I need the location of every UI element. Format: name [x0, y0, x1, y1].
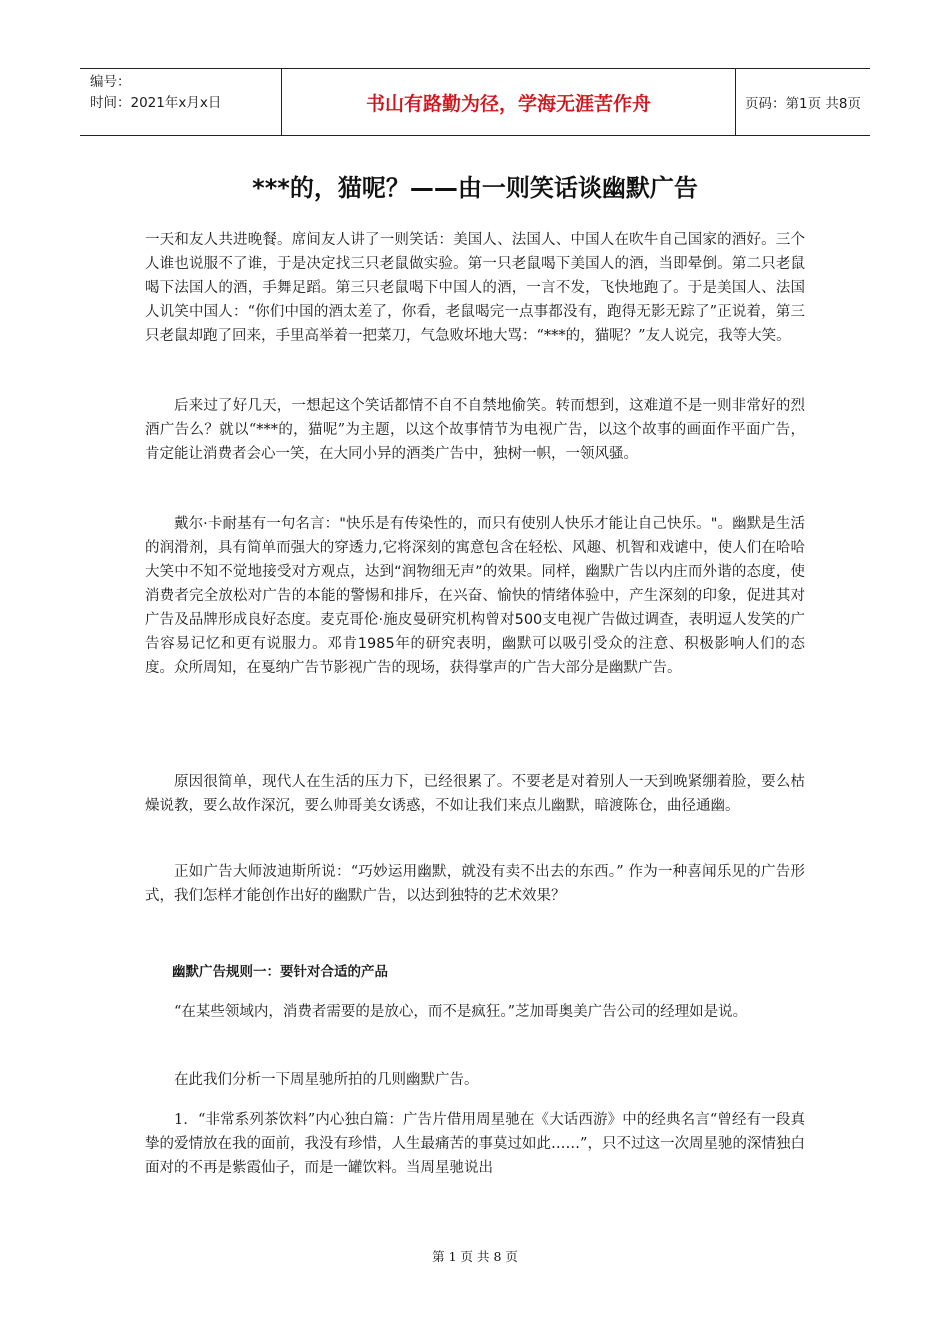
paragraph-humor-theory: 戴尔·卡耐基有一句名言："快乐是有传染性的，而只有使别人快乐才能让自己快乐。"。幽默是生活的润滑剂，具有简单而强大的穿透力,它将深刻的寓意包含在轻松、风趣、机智和戏谑中，使人们在哈哈大笑中不知不觉地接受对方观点，达到“润物细无声”的效果。同样，幽默广告以内庄而外谐的态度，使消费者完全放松对广告的本能的警惕和排斥，在兴奋、愉快的情绪体验中，产生深刻的印象，促进其对广告及品牌形成良好态度。麦克哥伦·施皮曼研究机构曾对500支电视广告做过调查，表明逗人发笑的广告容易记忆和更有说服力。邓肯1985年的研究表明，幽默可以吸引受众的注意、积极影响人们的态度。众所周知，在戛纳广告节影视广告的现场，获得掌声的广告大部分是幽默广告。	[145, 516, 805, 676]
header-motto: 书山有路勤为径，学海无涯苦作舟	[282, 69, 736, 135]
paragraph-reason: 原因很简单，现代人在生活的压力下，已经很累了。不要老是对着别人一天到晚紧绷着脸，要么枯燥说教，要么故作深沉，要么帅哥美女诱惑，不如让我们来点儿幽默，暗渡陈仓，曲径通幽。	[145, 774, 805, 814]
time-label: 时间：2021年x月x日	[90, 95, 222, 111]
header-page-info: 页码：第1页 共8页	[745, 96, 861, 112]
page-footer: 第 1 页 共 8 页	[432, 1249, 518, 1264]
number-label: 编号：	[90, 74, 131, 90]
paragraph-ogilvy: “在某些领域内，消费者需要的是放心，而不是疯狂。”芝加哥奥美广告公司的经理如是说。	[174, 1004, 748, 1020]
paragraph-example-1: 1．“非常系列茶饮料”内心独白篇：广告片借用周星驰在《大话西游》中的经典名言“曾经有一段真挚的爱情放在我的面前，我没有珍惜，人生最痛苦的事莫过如此……”，只不过这一次周星驰的深情独白面对的不再是紫霞仙子，而是一罐饮料。当周星驰说出	[145, 1112, 805, 1176]
header-meta	[80, 69, 282, 135]
document-title: ***的，猫呢？——由一则笑话谈幽默广告	[252, 174, 698, 202]
paragraph-joke: 一天和友人共进晚餐。席间友人讲了一则笑话：美国人、法国人、中国人在吹牛自己国家的酒好。三个人谁也说服不了谁，于是决定找三只老鼠做实验。第一只老鼠喝下美国人的酒，当即晕倒。第二只老鼠喝下法国人的酒，手舞足蹈。第三只老鼠喝下中国人的酒，一言不发，飞快地跑了。于是美国人、法国人讥笑中国人：“你们中国的酒太差了，你看，老鼠喝完一点事都没有，跑得无影无踪了”正说着，第三只老鼠却跑了回来，手里高举着一把菜刀，气急败坏地大骂：“***的，猫呢？”友人说完，我等大笑。	[145, 232, 805, 344]
paragraph-idea: 后来过了好几天，一想起这个笑话都情不自不自禁地偷笑。转而想到，这难道不是一则非常好的烈酒广告么？就以“***的，猫呢”为主题，以这个故事情节为电视广告，以这个故事的画面作平面广告，肯定能让消费者会心一笑，在大同小异的酒类广告中，独树一帜，一领风骚。	[145, 398, 805, 462]
paragraph-quote: 正如广告大师波迪斯所说：“巧妙运用幽默，就没有卖不出去的东西。” 作为一种喜闻乐见的广告形式，我们怎样才能创作出好的幽默广告，以达到独特的艺术效果？	[145, 864, 805, 904]
paragraph-analysis-intro: 在此我们分析一下周星驰所拍的几则幽默广告。	[174, 1072, 479, 1088]
document-header	[80, 68, 870, 136]
rule1-heading: 幽默广告规则一：要针对合适的产品	[172, 964, 388, 980]
